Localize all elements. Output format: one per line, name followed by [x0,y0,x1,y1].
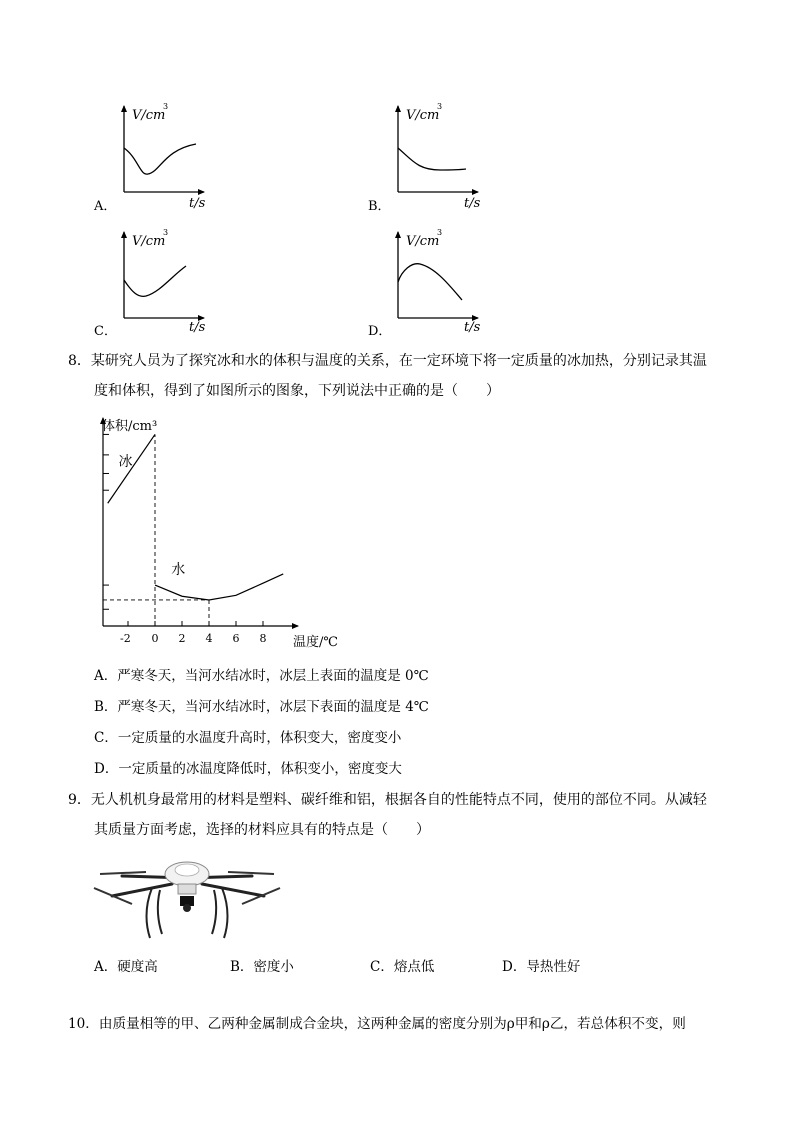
option-c-label[interactable]: C． [94,324,117,339]
option-graphs [0,0,794,340]
graph-b [398,102,481,211]
drone-image [92,848,282,942]
q8-line1: 8．某研究人员为了探究冰和水的体积与温度的关系，在一定环境下将一定质量的冰加热，分别记录其温 [68,353,707,369]
svg-text:3: 3 [163,228,169,237]
ylabel-b: V/cm [406,108,440,123]
svg-text:3: 3 [437,102,443,111]
q9-option-b[interactable]: B．密度小 [230,959,294,975]
xlabel-c: t/s [189,320,206,335]
q10-text: 10．由质量相等的甲、乙两种金属制成合金块，这两种金属的密度分别为ρ甲和ρ乙，若总体积不变，则 [68,1016,686,1032]
q8-option-a[interactable]: A．严寒冬天，当河水结冰时，冰层上表面的温度是 0℃ [94,668,429,684]
q9-option-c[interactable]: C．熔点低 [370,959,435,975]
q8-x-tick-label: -2 [120,632,131,645]
svg-text:3: 3 [437,228,443,237]
svg-text:3: 3 [163,102,169,111]
q8-option-c[interactable]: C．一定质量的水温度升高时，体积变大，密度变小 [94,730,402,746]
q8-x-tick-label: 4 [205,632,213,645]
q8-series-label-ice: 冰 [118,454,133,471]
q8-x-tick-label: 2 [178,632,186,645]
curve-b [398,148,466,170]
graph-c [124,228,206,335]
q8-x-tick-label: 8 [259,632,267,645]
xlabel-b: t/s [464,196,481,211]
xlabel-a: t/s [189,196,206,211]
option-d-label[interactable]: D． [368,324,392,339]
option-b-label[interactable]: B． [368,199,391,214]
q8-x-tick-label: 0 [151,632,159,645]
q8-ylabel: 体积/cm³ [102,419,158,434]
q8-option-d[interactable]: D．一定质量的冰温度降低时，体积变小，密度变大 [94,761,402,777]
graph-a [124,102,206,211]
q9-line2: 其质量方面考虑，选择的材料应具有的特点是（ ） [94,822,430,838]
q9-option-a[interactable]: A．硬度高 [94,959,158,975]
graph-d [398,228,481,335]
curve-c [124,266,186,296]
q8-line2: 度和体积，得到了如图所示的图象，下列说法中正确的是（ ） [94,383,500,399]
ylabel-a: V/cm [132,108,166,123]
q8-volume-temperature-chart [80,410,380,652]
q9-option-d[interactable]: D．导热性好 [502,959,581,975]
option-a-label[interactable]: A． [94,199,117,214]
curve-d [398,264,462,300]
q9-line1: 9．无人机机身最常用的材料是塑料、碳纤维和铝，根据各自的性能特点不同，使用的部位不同。从减轻 [68,792,707,808]
curve-a [124,144,196,174]
q8-series-label-water: 水 [171,561,186,578]
q8-option-b[interactable]: B．严寒冬天，当河水结冰时，冰层下表面的温度是 4℃ [94,699,429,715]
ylabel-d: V/cm [406,234,440,249]
xlabel-d: t/s [464,320,481,335]
q8-xlabel: 温度/℃ [293,635,338,650]
ylabel-c: V/cm [132,234,166,249]
q8-x-tick-label: 6 [232,632,240,645]
